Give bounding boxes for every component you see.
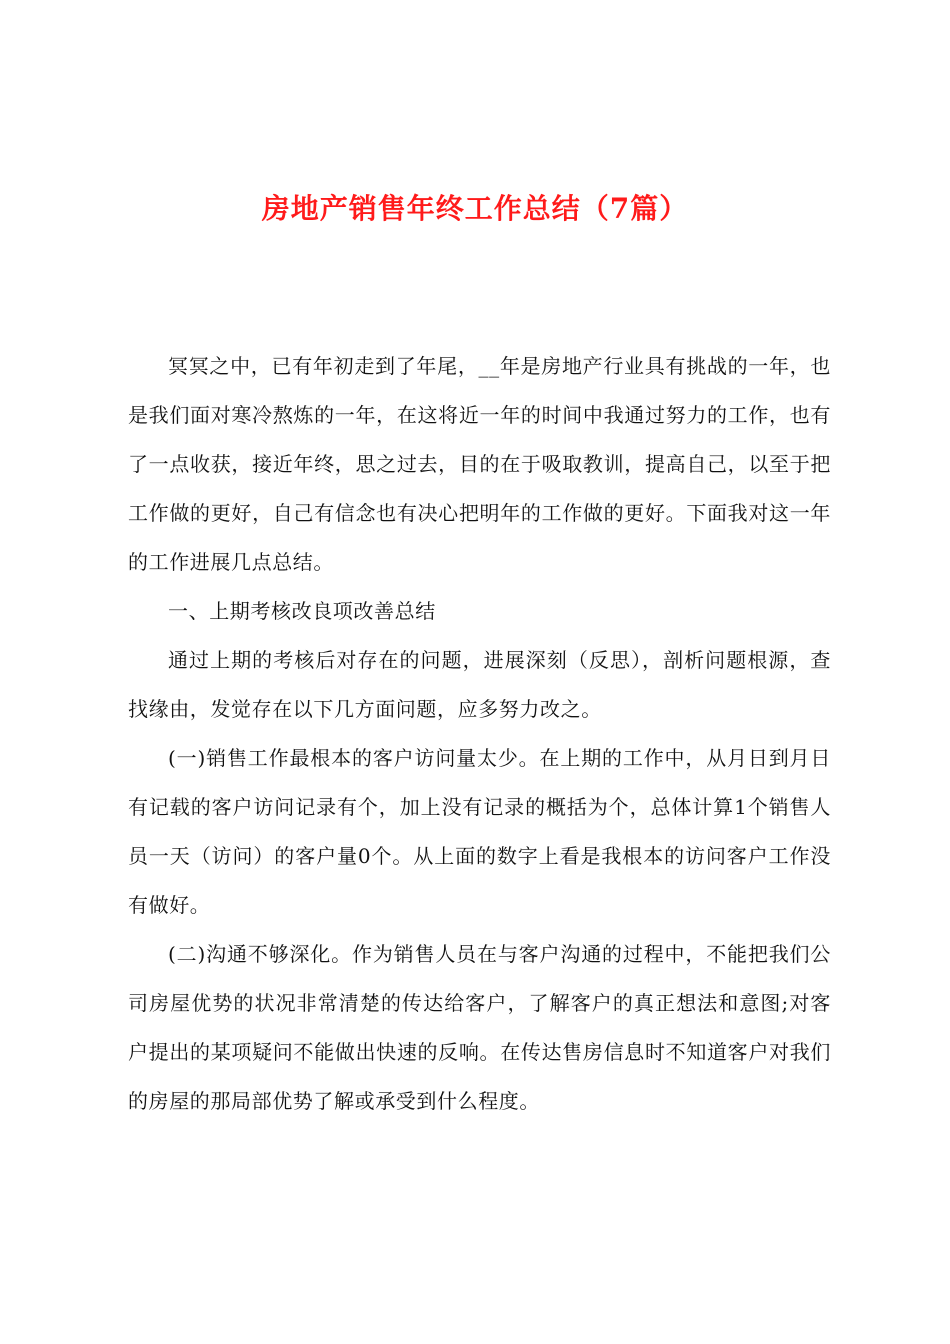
paragraph-overview: 通过上期的考核后对存在的问题，进展深刻（反思），剖析问题根源，查找缘由，发觉存在以下几方面问题，应多努力改之。: [128, 648, 831, 721]
section-heading: 一、上期考核改良项改善总结: [168, 599, 436, 623]
paragraph-issue-2: (二)沟通不够深化。作为销售人员在与客户沟通的过程中，不能把我们公司房屋优势的状况非常清楚的传达给客户，了解客户的真正想法和意图;对客户提出的某项疑问不能做出快速的反响。在传达售房信息时不知道客户对我们的房屋的那局部优势了解或承受到什么程度。: [128, 942, 831, 1113]
document-title: 房地产销售年终工作总结（7篇）: [261, 192, 689, 225]
document-body: [128, 342, 831, 1126]
paragraph-issue-1: (一)销售工作最根本的客户访问量太少。在上期的工作中，从月日到月日有记载的客户访问记录有个，加上没有记录的概括为个，总体计算1个销售人员一天（访问）的客户量0个。从上面的数字上看是我根本的访问客户工作没有做好。: [128, 746, 831, 917]
paragraph-intro: 冥冥之中，已有年初走到了年尾，__年是房地产行业具有挑战的一年，也是我们面对寒冷熬炼的一年，在这将近一年的时间中我通过努力的工作，也有了一点收获，接近年终，思之过去，目的在于吸取教训，提高自己，以至于把工作做的更好，自己有信念也有决心把明年的工作做的更好。下面我对这一年的工作进展几点总结。: [128, 354, 831, 574]
